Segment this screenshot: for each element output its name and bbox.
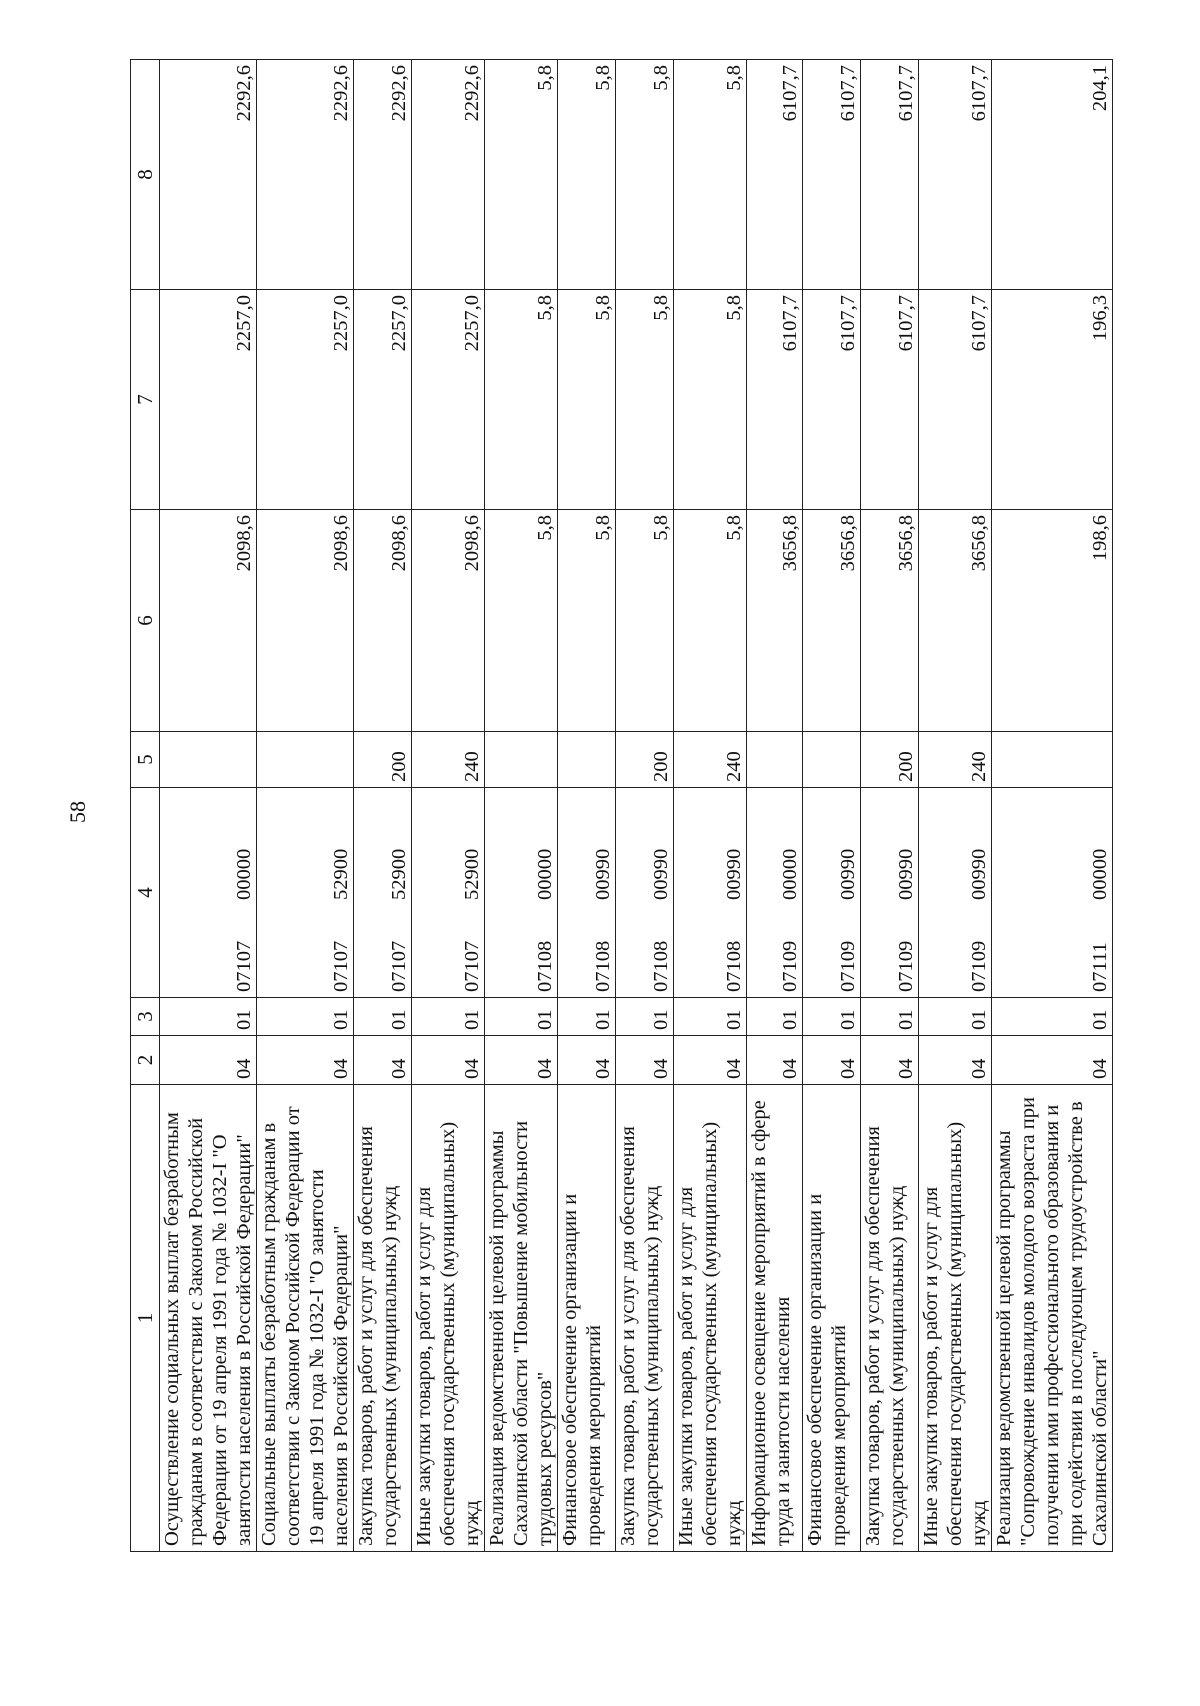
amount-cell: 204,1	[992, 60, 1113, 290]
target-article-program: 07111	[1089, 942, 1111, 992]
target-article-cell	[803, 788, 861, 998]
row-name-cell: Осуществление социальных выплат безработным гражданам в соответствии с Законом Российской Федерации от 19 апреля 1991 года № 1032-I "О занятости населения в Российской Федерации"	[160, 1085, 257, 1552]
section-code-cell: 04	[412, 1036, 485, 1085]
row-name-cell: Финансовое обеспечение организации и проведения мероприятий	[803, 1085, 861, 1552]
table-row	[485, 60, 558, 1552]
amount-cell: 5,8	[616, 60, 674, 290]
target-article-program: 07109	[837, 940, 859, 992]
section-code-cell: 04	[257, 1036, 354, 1085]
row-name-cell: Реализация ведомственной целевой программы Сахалинской области "Повышение мобильности трудовых ресурсов"	[485, 1085, 558, 1552]
target-article-direction: 00990	[837, 848, 859, 900]
amount-cell: 6107,7	[803, 290, 861, 510]
target-article-cell	[747, 788, 803, 998]
amount-cell: 5,8	[674, 290, 747, 510]
amount-cell: 6107,7	[919, 60, 992, 290]
header-row	[131, 60, 160, 1552]
table-row	[803, 60, 861, 1552]
amount-cell: 6107,7	[803, 60, 861, 290]
target-article-direction: 00000	[534, 848, 556, 900]
header-cell: 3	[131, 998, 160, 1036]
expense-type-cell	[257, 732, 354, 788]
subsection-code-cell: 01	[160, 998, 257, 1036]
amount-cell: 5,8	[674, 60, 747, 290]
amount-cell: 6107,7	[747, 290, 803, 510]
amount-cell: 2257,0	[412, 290, 485, 510]
section-code-cell: 04	[992, 1036, 1113, 1085]
target-article-direction: 52900	[330, 848, 352, 900]
amount-cell: 5,8	[485, 60, 558, 290]
header-cell: 5	[131, 732, 160, 788]
rotated-table-container	[130, 60, 1111, 1552]
target-article-program: 07108	[592, 940, 614, 992]
subsection-code-cell: 01	[412, 998, 485, 1036]
amount-cell: 2098,6	[354, 510, 412, 732]
amount-cell: 2292,6	[257, 60, 354, 290]
header-cell: 8	[131, 60, 160, 290]
section-code-cell: 04	[747, 1036, 803, 1085]
target-article-program: 07107	[388, 940, 410, 992]
section-code-cell: 04	[354, 1036, 412, 1085]
target-article-cell	[992, 788, 1113, 998]
amount-cell: 3656,8	[803, 510, 861, 732]
row-name-cell: Иные закупки товаров, работ и услуг для обеспечения государственных (муниципальных) нужд	[412, 1085, 485, 1552]
section-code-cell: 04	[674, 1036, 747, 1085]
table-row	[257, 60, 354, 1552]
target-article-cell	[354, 788, 412, 998]
subsection-code-cell: 01	[354, 998, 412, 1036]
header-cell: 4	[131, 788, 160, 998]
expense-type-cell: 240	[674, 732, 747, 788]
subsection-code-cell: 01	[616, 998, 674, 1036]
section-code-cell: 04	[861, 1036, 919, 1085]
amount-cell: 2257,0	[257, 290, 354, 510]
target-article-cell	[674, 788, 747, 998]
target-article-direction: 00000	[233, 848, 255, 900]
amount-cell: 6107,7	[861, 290, 919, 510]
target-article-program: 07109	[779, 940, 801, 992]
expense-type-cell	[803, 732, 861, 788]
row-name-cell: Реализация ведомственной целевой программы "Сопровождение инвалидов молодого возраста при получении ими профессионального образования и при содействии в последующем трудоустройстве в Сахалинской области"	[992, 1085, 1113, 1552]
header-cell: 7	[131, 290, 160, 510]
expense-type-cell: 240	[412, 732, 485, 788]
target-article-direction: 00000	[779, 848, 801, 900]
table-row	[674, 60, 747, 1552]
subsection-code-cell: 01	[803, 998, 861, 1036]
target-article-cell	[160, 788, 257, 998]
target-article-program: 07107	[233, 940, 255, 992]
amount-cell: 2257,0	[160, 290, 257, 510]
table-row	[992, 60, 1113, 1552]
target-article-program: 07109	[895, 940, 917, 992]
amount-cell: 2257,0	[354, 290, 412, 510]
section-code-cell: 04	[160, 1036, 257, 1085]
table-row	[747, 60, 803, 1552]
amount-cell: 2098,6	[412, 510, 485, 732]
target-article-program: 07107	[330, 940, 352, 992]
amount-cell: 5,8	[616, 290, 674, 510]
row-name-cell: Иные закупки товаров, работ и услуг для обеспечения государственных (муниципальных) нужд	[919, 1085, 992, 1552]
subsection-code-cell: 01	[992, 998, 1113, 1036]
expense-type-cell: 200	[354, 732, 412, 788]
amount-cell: 2098,6	[160, 510, 257, 732]
amount-cell: 5,8	[674, 510, 747, 732]
header-cell: 1	[131, 1085, 160, 1552]
target-article-program: 07108	[723, 940, 745, 992]
page-number: 58	[65, 801, 90, 823]
target-article-direction: 00990	[592, 848, 614, 900]
amount-cell: 2292,6	[412, 60, 485, 290]
amount-cell: 5,8	[558, 60, 616, 290]
amount-cell: 6107,7	[919, 290, 992, 510]
target-article-cell	[485, 788, 558, 998]
row-name-cell: Финансовое обеспечение организации и проведения мероприятий	[558, 1085, 616, 1552]
target-article-cell	[616, 788, 674, 998]
target-article-program: 07107	[461, 940, 483, 992]
section-code-cell: 04	[485, 1036, 558, 1085]
table-row	[354, 60, 412, 1552]
row-name-cell: Иные закупки товаров, работ и услуг для обеспечения государственных (муниципальных) нужд	[674, 1085, 747, 1552]
table-row	[861, 60, 919, 1552]
section-code-cell: 04	[616, 1036, 674, 1085]
amount-cell: 2292,6	[160, 60, 257, 290]
section-code-cell: 04	[803, 1036, 861, 1085]
table-row	[919, 60, 992, 1552]
expense-type-cell	[558, 732, 616, 788]
table-row	[558, 60, 616, 1552]
amount-cell: 3656,8	[861, 510, 919, 732]
expense-type-cell: 240	[919, 732, 992, 788]
amount-cell: 3656,8	[919, 510, 992, 732]
target-article-direction: 52900	[388, 848, 410, 900]
row-name-cell: Закупка товаров, работ и услуг для обеспечения государственных (муниципальных) нужд	[354, 1085, 412, 1552]
subsection-code-cell: 01	[861, 998, 919, 1036]
target-article-cell	[861, 788, 919, 998]
expense-type-cell: 200	[616, 732, 674, 788]
amount-cell: 198,6	[992, 510, 1113, 732]
header-cell: 6	[131, 510, 160, 732]
subsection-code-cell: 01	[747, 998, 803, 1036]
row-name-cell: Закупка товаров, работ и услуг для обеспечения государственных (муниципальных) нужд	[616, 1085, 674, 1552]
table-row	[616, 60, 674, 1552]
target-article-direction: 52900	[461, 848, 483, 900]
amount-cell: 6107,7	[747, 60, 803, 290]
target-article-direction: 00990	[650, 848, 672, 900]
subsection-code-cell: 01	[919, 998, 992, 1036]
expense-type-cell	[747, 732, 803, 788]
target-article-direction: 00000	[1089, 848, 1111, 900]
row-name-cell: Социальные выплаты безработным гражданам в соответствии с Законом Российской Федерации от 19 апреля 1991 года № 1032-I "О занятости населения в Российской Федерации"	[257, 1085, 354, 1552]
amount-cell: 5,8	[558, 290, 616, 510]
amount-cell: 5,8	[485, 290, 558, 510]
table-row	[160, 60, 257, 1552]
target-article-cell	[919, 788, 992, 998]
section-code-cell: 04	[558, 1036, 616, 1085]
expense-type-cell	[160, 732, 257, 788]
amount-cell: 6107,7	[861, 60, 919, 290]
amount-cell: 2098,6	[257, 510, 354, 732]
target-article-program: 07108	[650, 940, 672, 992]
subsection-code-cell: 01	[257, 998, 354, 1036]
target-article-cell	[558, 788, 616, 998]
row-name-cell: Информационное освещение мероприятий в сфере труда и занятости населения	[747, 1085, 803, 1552]
target-article-program: 07109	[968, 940, 990, 992]
target-article-program: 07108	[534, 940, 556, 992]
amount-cell: 3656,8	[747, 510, 803, 732]
amount-cell: 5,8	[558, 510, 616, 732]
subsection-code-cell: 01	[674, 998, 747, 1036]
expense-type-cell	[992, 732, 1113, 788]
amount-cell: 2292,6	[354, 60, 412, 290]
section-code-cell: 04	[919, 1036, 992, 1085]
amount-cell: 5,8	[485, 510, 558, 732]
subsection-code-cell: 01	[558, 998, 616, 1036]
row-name-cell: Закупка товаров, работ и услуг для обеспечения государственных (муниципальных) нужд	[861, 1085, 919, 1552]
expense-type-cell: 200	[861, 732, 919, 788]
amount-cell: 196,3	[992, 290, 1113, 510]
target-article-direction: 00990	[895, 848, 917, 900]
target-article-cell	[412, 788, 485, 998]
subsection-code-cell: 01	[485, 998, 558, 1036]
table-row	[412, 60, 485, 1552]
target-article-direction: 00990	[968, 848, 990, 900]
target-article-direction: 00990	[723, 848, 745, 900]
budget-table	[130, 59, 1113, 1552]
header-cell: 2	[131, 1036, 160, 1085]
target-article-cell	[257, 788, 354, 998]
expense-type-cell	[485, 732, 558, 788]
amount-cell: 5,8	[616, 510, 674, 732]
